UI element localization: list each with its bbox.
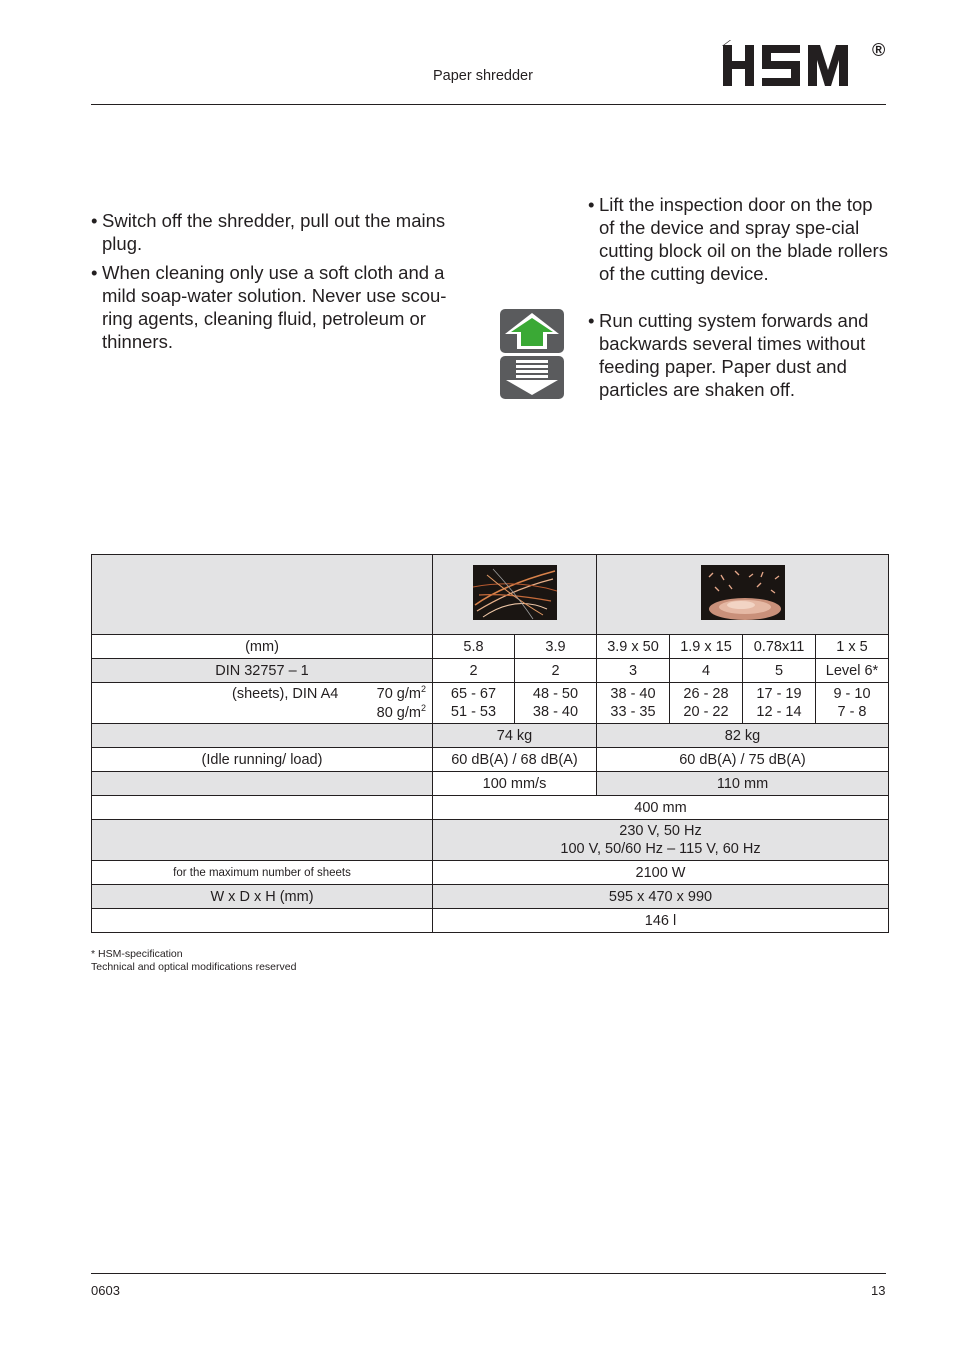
cleaning-instructions [91,209,471,353]
capacity-80-value: 33 - 35 [610,704,656,720]
footer-rule [91,1273,886,1274]
table-cell: 4 [670,659,743,683]
voltage-line: 100 V, 50/60 Hz – 115 V, 60 Hz [560,841,761,857]
technical-data-table [91,554,889,933]
maintenance-instructions [588,193,888,401]
row-label: W x D x H (mm) [92,885,433,909]
table-header-row [92,555,889,635]
bullet-item [588,309,888,401]
capacity-row [92,683,889,724]
bullet-text: Run cutting system forwards and backwards several times without feeding paper. Paper dust and particles are shaken off. [599,310,869,400]
dimensions-row [92,885,889,909]
capacity-70-value: 26 - 28 [683,686,729,702]
table-cell: 3.9 x 50 [597,635,670,659]
bullet-item [588,193,888,285]
voltage-row [92,820,889,861]
table-cell: 2 [515,659,597,683]
row-label [92,724,433,748]
paper-weight-labels [377,685,426,723]
bullet-item [91,209,471,255]
bullet-dot: • [91,210,98,231]
header-rule [91,104,886,105]
row-label: (mm) [92,635,433,659]
bullet-text: Switch off the shredder, pull out the mains plug. [102,210,446,254]
voltage-line: 230 V, 50 Hz [619,823,702,839]
bullet-dot: • [91,262,98,283]
capacity-80-value: 38 - 40 [532,704,579,720]
table-cell: 2 [433,659,515,683]
header-label-cell [92,555,433,635]
table-cell: 3 [597,659,670,683]
table-cell: 5 [743,659,816,683]
row-label: for the maximum number of sheets [92,861,433,885]
capacity-70-value: 38 - 40 [610,686,656,702]
table-cell: 60 dB(A) / 75 dB(A) [597,748,889,772]
capacity-80-value: 51 - 53 [450,704,497,720]
table-cell [743,683,816,724]
cut-size-row [92,635,889,659]
table-cell: 100 mm/s [433,772,597,796]
table-cell: 3.9 [515,635,597,659]
capacity-80-value: 12 - 14 [756,704,802,720]
table-cell: Level 6* [816,659,889,683]
bullet-dot: • [588,310,595,331]
table-cell: 2100 W [433,861,889,885]
table-cell: 400 mm [433,796,889,820]
gsm-superscript: 2 [420,684,426,695]
table-cell [670,683,743,724]
header-title: Paper shredder [433,68,533,84]
cross-cut-particles-image [701,565,785,620]
table-cell [597,683,670,724]
capacity-70-value: 9 - 10 [833,686,871,702]
bullet-text: Lift the inspection door on the top of the device and spray spe-cial cutting block oil on the blade rollers of the cutting device. [599,194,888,284]
capacity-80-value: 7 - 8 [837,704,867,720]
bullet-item [91,261,471,353]
hsm-logo [722,40,892,88]
bullet-dot: • [588,194,595,215]
weight-row [92,724,889,748]
cross-cut-image-cell [597,555,889,635]
noise-row [92,748,889,772]
security-level-row [92,659,889,683]
waste-volume-row [92,909,889,933]
row-label: (sheets), DIN A4 [232,686,339,702]
registered-mark: ® [872,40,886,60]
capacity-70-value: 65 - 67 [450,686,497,702]
row-label [92,772,433,796]
capacity-label-cell [92,683,433,724]
row-label: DIN 32757 – 1 [92,659,433,683]
gsm-80-label: 80 g/m [376,705,421,721]
table-cell: 110 mm [597,772,889,796]
table-cell: 595 x 470 x 990 [433,885,889,909]
strip-cut-particles-image [473,565,557,620]
footnotes [91,948,296,974]
table-cell: 0.78x11 [743,635,816,659]
footnote: Technical and optical modifications reserved [91,961,297,973]
table-cell: 5.8 [433,635,515,659]
row-label [92,909,433,933]
table-cell: 1 x 5 [816,635,889,659]
table-cell [816,683,889,724]
table-cell: 60 dB(A) / 68 dB(A) [433,748,597,772]
page-number: 13 [871,1283,886,1298]
row-label [92,820,433,861]
table-cell [433,683,515,724]
capacity-70-value: 48 - 50 [532,686,579,702]
strip-cut-image-cell [433,555,597,635]
row-label [92,796,433,820]
gsm-70-label: 70 g/m [376,686,421,702]
gsm-superscript: 2 [420,703,426,714]
footnote: * HSM-specification [91,948,183,960]
capacity-70-value: 17 - 19 [756,686,802,702]
table-cell: 74 kg [433,724,597,748]
table-cell [515,683,597,724]
table-cell: 146 l [433,909,889,933]
row-label: (Idle running/ load) [92,748,433,772]
table-cell [433,820,889,861]
capacity-80-value: 20 - 22 [683,704,729,720]
bullet-text: When cleaning only use a soft cloth and a mild soap-water solution. Never use scou-ring agents, cleaning fluid, petroleum or thinners. [102,262,447,352]
table-cell: 82 kg [597,724,889,748]
working-width-row [92,796,889,820]
power-row [92,861,889,885]
forward-reverse-icon [500,309,564,399]
table-cell: 1.9 x 15 [670,635,743,659]
document-code: 0603 [91,1283,120,1298]
speed-row [92,772,889,796]
